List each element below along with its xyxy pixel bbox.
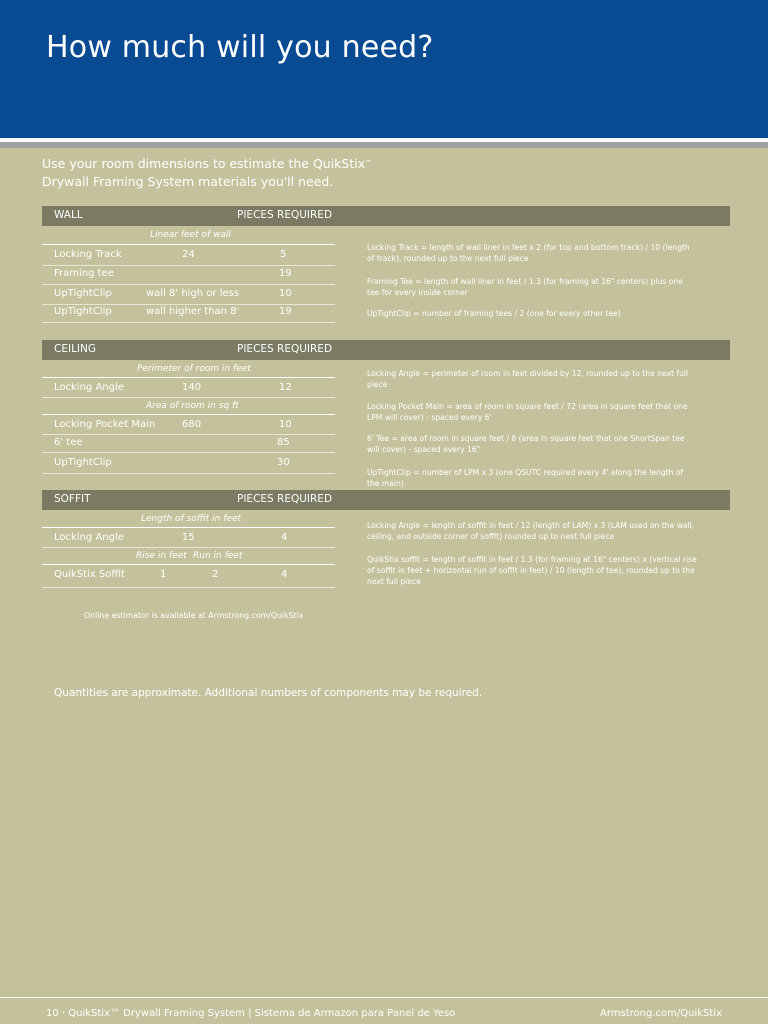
header-band [0,0,768,138]
soffit-row-1-input: 15 [182,532,195,543]
ceiling-row-3-name: 6' tee [54,437,83,448]
wall-subhead: Linear feet of wall [150,230,231,240]
wall-row-3-input: wall 8' high or less [146,288,240,299]
wall-note-uptightclip: UpTightClip = number of framing tees / 2 (one for every other tee) [367,309,621,318]
intro-line1: Use your room dimensions to estimate the QuikStix [42,156,366,171]
divider [42,322,335,323]
wall-row-1-input: 24 [182,249,195,260]
divider [42,587,335,588]
page-title: How much will you need? [46,30,434,65]
divider [42,434,335,435]
wall-label: WALL [54,209,83,221]
wall-row-4-name: UpTightClip [54,306,112,317]
intro-line2: Drywall Framing System materials you'll need. [42,174,334,189]
soffit-row-2-pieces: 4 [281,569,288,580]
ceiling-row-1-name: Locking Angle [54,382,124,393]
wall-section-bar [42,206,730,226]
divider [42,284,335,285]
soffit-row-1-name: Locking Angle [54,532,124,543]
divider [42,265,335,266]
soffit-note-locking-angle: Locking Angle = length of soffit in feet / 12 (length of LAM) x 3 (LAM used on the wall, ceiling, and outside corner of soffit) rounded up to next full piece [367,521,695,541]
divider [42,564,335,565]
wall-row-1-name: Locking Track [54,249,122,260]
trademark-symbol: ™ [365,159,373,167]
ceiling-subhead-area: Area of room in sq ft [146,401,239,411]
soffit-row-2-name: QuikStix Soffit [54,569,125,580]
divider [42,377,335,378]
footer-rule [0,997,768,998]
soffit-subhead-rise: Rise in feet [136,551,187,561]
divider [42,473,335,474]
ceiling-row-3-pieces: 85 [277,437,290,448]
ceiling-label: CEILING [54,343,96,355]
divider [42,414,335,415]
soffit-label: SOFFIT [54,493,91,505]
footer-website-link[interactable]: Armstrong.com/QuikStix [600,1008,722,1019]
ceiling-note-uptightclip: UpTightClip = number of LPM x 3 (one QSUTC required every 4' along the length of the main) [367,468,684,488]
wall-row-1-pieces: 5 [280,249,287,260]
divider [42,452,335,453]
soffit-row-2-rise: 1 [160,569,167,580]
soffit-subhead-length: Length of soffit in feet [141,514,242,524]
divider [42,547,335,548]
divider [42,304,335,305]
ceiling-note-6ft-tee: 6' Tee = area of room in square feet / 8 (area in square feet that one ShortSpan tee will cover) - spaced every 16" [367,434,685,454]
ceiling-row-1-pieces: 12 [279,382,292,393]
wall-row-2-name: Framing tee [54,268,114,279]
wall-row-3-pieces: 10 [279,288,292,299]
soffit-row-2-run: 2 [212,569,219,580]
soffit-pieces-header: PIECES REQUIRED [237,493,333,505]
ceiling-row-4-name: UpTightClip [54,457,112,468]
soffit-subhead-run: Run in feet [193,551,243,561]
wall-row-4-input: wall higher than 8' [146,306,240,317]
wall-note-locking-track: Locking Track = length of wall liner in feet x 2 (for top and bottom track) / 10 (length of track), rounded up to the next full piece [367,243,690,263]
ceiling-row-2-name: Locking Pocket Main [54,419,156,430]
ceiling-pieces-header: PIECES REQUIRED [237,343,333,355]
ceiling-section-bar [42,340,730,360]
ceiling-note-locking-pocket-main: Locking Pocket Main = area of room in square feet / 72 (area in square feet that one LPM will cover) - spaced every 6' [367,402,688,422]
ceiling-row-2-pieces: 10 [279,419,292,430]
ceiling-note-locking-angle: Locking Angle = perimeter of room in feet divided by 12, rounded up to the next full piece [367,369,689,389]
divider [42,527,335,528]
ceiling-row-4-pieces: 30 [277,457,290,468]
footer-page-info: 10 · QuikStix™ Drywall Framing System | Sistema de Armazon para Panel de Yeso [46,1008,456,1019]
soffit-section-bar [42,490,730,510]
wall-note-framing-tee: Framing Tee = length of wall liner in feet / 1.3 (for framing at 16" centers) plus one tee for every inside corner [367,277,683,297]
soffit-note-quikstix-soffit: QuikStix soffit = length of soffit in feet / 1.3 (for framing at 16" centers) x (vertical rise of soffit in feet + horizontal run of soffit in feet) / 10 (length of tee), rounded up to the next full piece [367,555,697,586]
wall-row-3-name: UpTightClip [54,288,112,299]
divider [42,397,335,398]
ceiling-row-2-input: 680 [182,419,202,430]
divider [42,244,335,245]
soffit-row-1-pieces: 4 [281,532,288,543]
ceiling-row-1-input: 140 [182,382,202,393]
ceiling-subhead-perimeter: Perimeter of room in feet [137,364,251,374]
wall-row-4-pieces: 19 [279,306,292,317]
wall-row-2-pieces: 19 [279,268,292,279]
intro-text [42,155,462,191]
quantities-approximate-note: Quantities are approximate. Additional numbers of components may be required. [54,687,483,699]
header-shadow [0,142,768,148]
online-estimator-note: Online estimator is available at Armstrong.com/QuikStix [84,611,304,620]
wall-pieces-header: PIECES REQUIRED [237,209,333,221]
